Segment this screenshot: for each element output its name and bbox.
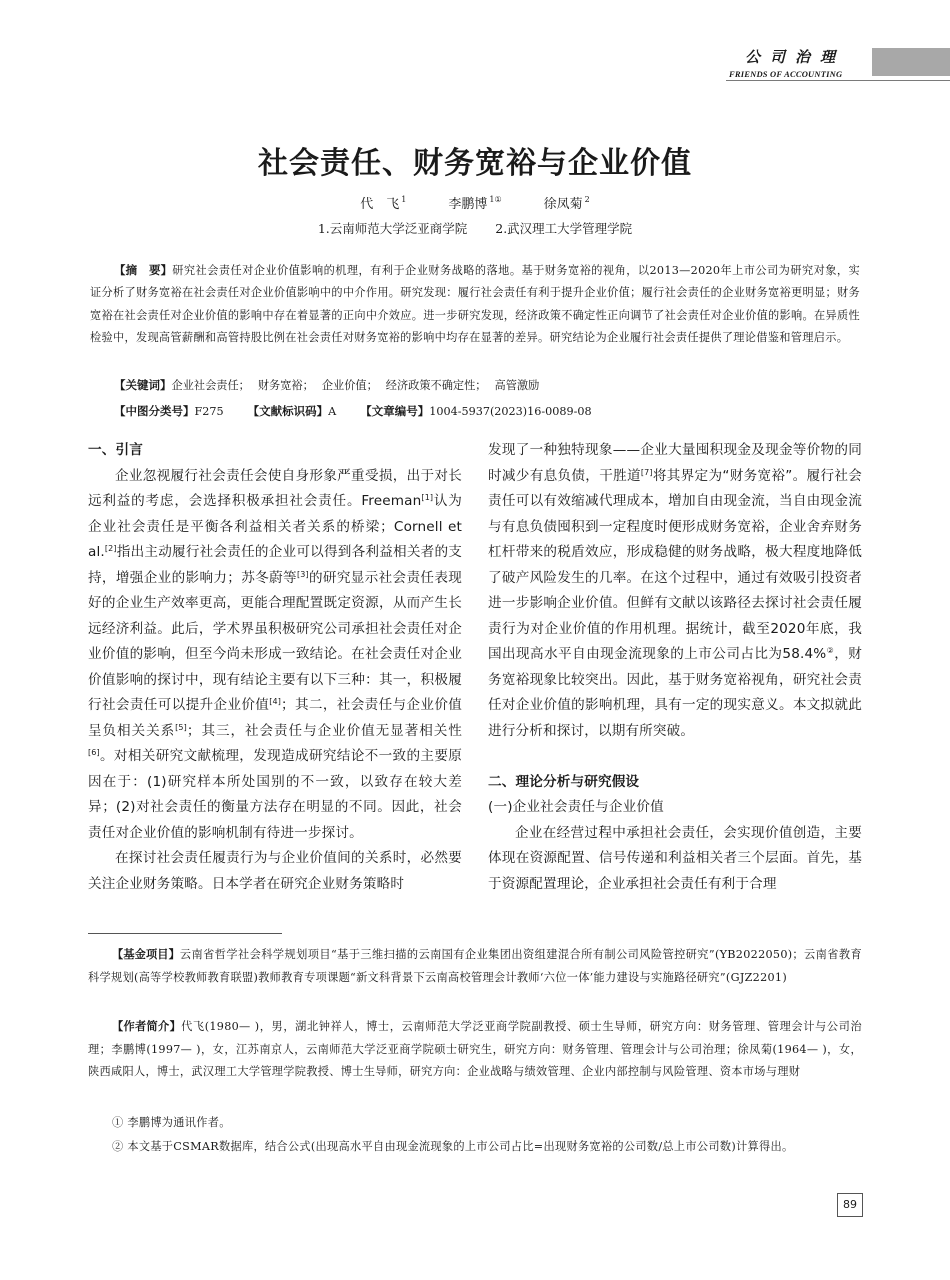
paper-title: 社会责任、财务宽裕与企业价值 (258, 146, 692, 181)
article-number: 1004-5937(2023)16-0089-08 (429, 405, 592, 418)
author-name: 徐凤菊 (543, 197, 583, 212)
author-bio: 【作者简介】代飞(1980— )，男，湖北钟祥人，博士，云南师范大学泛亚商学院副教授、硕士生导师，研究方向：财务管理、管理会计与公司治理；李鹏博(1997— )，女，江苏南京人，云南师范大学泛亚商学院硕士研究生，研究方向：财务管理、管理会计与公司治理；徐凤菊(1964— )，女，陕西咸阳人，博士，武汉理工大学管理学院教授、博士生导师，研究方向：企业战略与绩效管理、企业内部控制与风险管理、资本市场与理财 (88, 1020, 862, 1079)
author-list (0, 193, 950, 212)
author-name: 代 飞 (360, 197, 400, 212)
citation: [3] (296, 569, 309, 579)
clc-code: F275 (194, 405, 224, 418)
keywords (114, 376, 539, 395)
clc-label: 【中图分类号】 (114, 404, 195, 418)
keyword: ； 财务宽裕 (239, 379, 303, 392)
section-heading: 一、引言 (88, 442, 143, 458)
abstract-label: 【摘 要】 (114, 263, 173, 277)
citation: [2] (104, 544, 117, 553)
footnote-1: ① 李鹏博为通讯作者。 (112, 1116, 231, 1129)
body-left-column (88, 438, 462, 897)
keyword: 企业社会责任 (171, 379, 239, 392)
citation: [7] (640, 467, 653, 477)
bio-label: 【作者简介】 (112, 1020, 182, 1033)
keyword: ； 企业价值 (303, 379, 367, 392)
section-heading: 二、理论分析与研究假设 (488, 773, 640, 790)
header-rule (726, 80, 950, 81)
affiliation: 2.武汉理工大学管理学院 (495, 221, 633, 236)
subsection-heading: (一)企业社会责任与企业价值 (488, 799, 664, 815)
affiliation: 1.云南师范大学泛亚商学院 (317, 221, 468, 236)
doc-code: A (328, 405, 337, 418)
affiliations (0, 219, 950, 237)
paragraph: 发现了一种独特现象——企业大量囤积现金及现金等价物的同时减少有息负债，干胜道[7]将其界定为“财务宽裕”。履行社会责任可以有效缩减代理成本，增加自由现金流，当自由现金流与有息负债囤积到一定程度时便形成财务宽裕，企业舍弃财务杠杆带来的税盾效应，形成稳健的财务战略，极大程度地降低了破产风险发生的几率。在这个过程中，通过有效吸引投资者进一步影响企业价值。但鲜有文献以该路径去探讨社会责任履责行为对企业价值的作用机理。据统计，截至2020年底，我国出现高水平自由现金流现象的上市公司占比为58.4%②，财务宽裕现象比较突出。因此，基于财务宽裕视角，研究社会责任对企业价值的影响机理，具有一定的现实意义。本文拟就此进行分析和探讨，以期有所突破。 (488, 442, 862, 739)
author-mark: 2 (584, 195, 590, 204)
author-mark: 1① (489, 195, 502, 204)
citation: [4] (269, 697, 281, 706)
paragraph: 企业在经营过程中承担社会责任，会实现价值创造，主要体现在资源配置、信号传递和利益相关者三个层面。首先，基于资源配置理论，企业承担社会责任有利于合理 (488, 824, 862, 892)
author-mark: 1 (401, 195, 407, 204)
abstract-text: 研究社会责任对企业价值影响的机理，有利于企业财务战略的落地。基于财务宽裕的视角，以2013—2020年上市公司为研究对象，实证分析了财务宽裕在社会责任对企业价值影响中的中介作用。研究发现：履行社会责任有利于提升企业价值；履行社会责任的企业财务宽裕更明显；财务宽裕在社会责任对企业价值的影响中存在着显著的正向中介效应。进一步研究发现，经济政策不确定性正向调节了社会责任对企业价值的影响。在异质性检验中，发现高管薪酬和高管持股比例在社会责任对财务宽裕的影响中均存在显著的差异。研究结论为企业履行社会责任提供了理论借鉴和管理启示。 (90, 264, 861, 345)
abstract (90, 259, 860, 350)
citation: [5] (175, 722, 187, 732)
keyword: ； 高管激励 (475, 379, 539, 392)
footnote-mark: ② (826, 646, 835, 655)
classification-line (114, 402, 592, 421)
journal-section-title: 公司治理 (745, 48, 846, 66)
author-name: 李鹏博 (448, 197, 488, 212)
funding-label: 【基金项目】 (112, 948, 180, 961)
journal-name: FRIENDS OF ACCOUNTING (729, 69, 843, 79)
footnote-rule (88, 933, 282, 934)
header-decor-bar (872, 48, 950, 76)
doc-code-label: 【文献标识码】 (247, 404, 329, 418)
keyword: ； 经济政策不确定性 (367, 379, 476, 392)
funding-note: 【基金项目】云南省哲学社会科学规划项目“基于三维扫描的云南国有企业集团出资组建混合所有制公司风险管控研究”(YB2022050)；云南省教育科学规划(高等学校教师教育联盟)教师教育专项课题“新文科背景下云南高校管理会计教师‘六位一体’能力建设与实施路径研究”(GJZ2201) (88, 948, 862, 984)
citation: [1] (421, 493, 434, 502)
body-right-column (488, 438, 862, 897)
page-number: 89 (837, 1193, 863, 1217)
keywords-label: 【关键词】 (114, 378, 172, 392)
footnote-2: ② 本文基于CSMAR数据库，结合公式(出现高水平自由现金流现象的上市公司占比=出现财务宽裕的公司数/总上市公司数)计算得出。 (112, 1140, 794, 1153)
paragraph: 在探讨社会责任履责行为与企业价值间的关系时，必然要关注企业财务策略。日本学者在研究企业财务策略时 (88, 850, 462, 892)
citation: [6] (88, 748, 100, 757)
paragraph: 企业忽视履行社会责任会使自身形象严重受损，出于对长远利益的考虑，会选择积极承担社会责任。Freeman[1]认为企业社会责任是平衡各利益相关者关系的桥梁；Cornell et al.[2]指出主动履行社会责任的企业可以得到各利益相关者的支持，增强企业的影响力；苏冬蔚等[3]的研究显示社会责任表现好的企业生产效率更高，更能合理配置既定资源，从而产生长远经济利益。此后，学术界虽积极研究公司承担社会责任对企业价值的影响，但至今尚未形成一致结论。在社会责任对企业价值影响的探讨中，现有结论主要有以下三种：其一，积极履行社会责任可以提升企业价值[4]；其二，社会责任与企业价值呈负相关关系[5]；其三，社会责任与企业价值无显著相关性[6]。对相关研究文献梳理，发现造成研究结论不一致的主要原因在于：(1)研究样本所处国别的不一致，以致存在较大差异；(2)对社会责任的衡量方法存在明显的不同。因此，社会责任对企业价值的影响机制有待进一步探讨。 (88, 467, 463, 841)
article-number-label: 【文章编号】 (360, 404, 430, 418)
